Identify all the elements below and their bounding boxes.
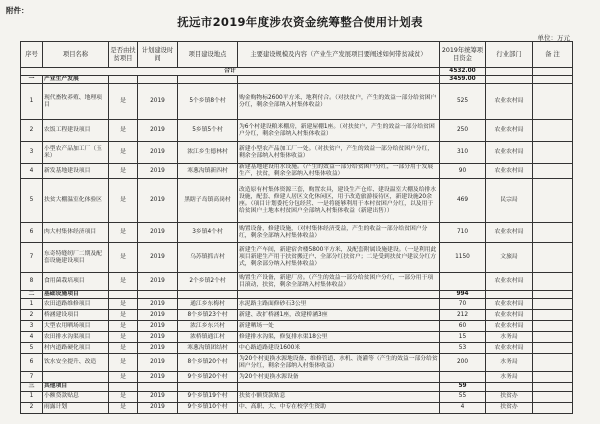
category-cell [238, 76, 440, 84]
row-year: 2019 [138, 142, 178, 164]
row-location: 9个乡镇10个村 [178, 402, 238, 413]
row-content: 新建生产车间，新建宿舍楼5800平方米，及配套附属设施建设。（一是利用此项目新建生产用于扶贫搬迁户、全部分红扶贫户；二是受到扶贫户建议分红方式，剩余部分纳入村集体收益） [238, 243, 440, 273]
row-remark [533, 164, 573, 179]
row-budget: 1150 [440, 243, 486, 273]
row-budget [440, 273, 486, 291]
row-remark [533, 243, 573, 273]
row-content: 中心路道路建设1600米 [238, 343, 440, 354]
row-remark [533, 299, 573, 310]
row-content: 为20个村更换水源地设备、维修管道、水机、浇灌等（产生的效益一部分给贫困户分红，剩余全部纳入村集体收益） [238, 354, 440, 372]
row-poverty-flag: 是 [109, 179, 138, 223]
row-project-name: 村内道路硬化项目 [43, 343, 109, 354]
category-name: 其他项目 [43, 383, 109, 391]
row-project-name: 农饭工程建设项目 [43, 120, 109, 142]
row-dept: 农业农村局 [486, 223, 533, 243]
category-seq: 二 [21, 291, 43, 299]
row-year: 2019 [138, 299, 178, 310]
row-year: 2019 [138, 243, 178, 273]
row-remark [533, 402, 573, 413]
category-seq: 三 [21, 383, 43, 391]
row-remark [533, 120, 573, 142]
table-row [21, 164, 573, 179]
row-remark [533, 321, 573, 332]
category-cell [178, 76, 238, 84]
row-year: 2019 [138, 402, 178, 413]
row-year: 2019 [138, 391, 178, 402]
row-seq: 4 [21, 332, 43, 343]
row-location: 5乡镇5个村 [178, 120, 238, 142]
row-project-name: 新发基地建设项目 [43, 164, 109, 179]
row-content: 水泥路主路面修砂石3公里 [238, 299, 440, 310]
total-remark-cell [533, 68, 573, 76]
table-row [21, 299, 573, 310]
category-cell [533, 76, 573, 84]
row-poverty-flag: 是 [109, 354, 138, 372]
row-year: 2019 [138, 310, 178, 321]
header-year: 计划建设时间 [138, 42, 178, 68]
row-dept: 农业农村局 [486, 142, 533, 164]
row-project-name: 小额贷款贴息 [43, 391, 109, 402]
row-content: 购置生产设备，新建厂房。（产生的效益一部分给贫困户分红，一部分用于项目滚动，扶贫，剩余全部纳入村集体收益） [238, 273, 440, 291]
row-year: 2019 [138, 372, 178, 383]
row-budget: 212 [440, 310, 486, 321]
table-row [21, 179, 573, 223]
category-row [21, 383, 573, 391]
category-cell [178, 291, 238, 299]
row-seq: 3 [21, 321, 43, 332]
category-cell [486, 383, 533, 391]
row-location: 寒葱沟镇新四村 [178, 164, 238, 179]
header-row [21, 42, 573, 68]
row-remark [533, 179, 573, 223]
table-row [21, 223, 573, 243]
row-dept: 农业农村局 [486, 120, 533, 142]
row-year: 2019 [138, 332, 178, 343]
plan-table [20, 41, 573, 414]
header-location: 项目建设地点 [178, 42, 238, 68]
row-remark [533, 142, 573, 164]
row-year: 2019 [138, 321, 178, 332]
table-row [21, 310, 573, 321]
table-row [21, 391, 573, 402]
unit-label: 单位：万元 [537, 34, 570, 42]
row-location: 9个乡镇20个村 [178, 372, 238, 383]
total-label: 合计 [21, 68, 440, 76]
row-year: 2019 [138, 179, 178, 223]
row-location: 3乡镇4个村 [178, 223, 238, 243]
category-seq: 一 [21, 76, 43, 84]
row-budget: 4 [440, 402, 486, 413]
category-cell [486, 76, 533, 84]
row-budget: 525 [440, 84, 486, 120]
row-project-name: 现代畜牧养殖、地理项目 [43, 84, 109, 120]
row-budget: 200 [440, 354, 486, 372]
category-name: 基础设施项目 [43, 291, 109, 299]
row-poverty-flag: 是 [109, 391, 138, 402]
row-poverty-flag: 是 [109, 321, 138, 332]
row-dept: 水务局 [486, 354, 533, 372]
row-budget: 250 [440, 120, 486, 142]
row-project-name: 小型农产品加工厂（玉米） [43, 142, 109, 164]
row-location: 寒葱沟镇团结村 [178, 343, 238, 354]
row-location: 8个乡镇20个村 [178, 354, 238, 372]
row-dept: 民宗局 [486, 179, 533, 223]
row-project-name: 饮水安全提升、改造 [43, 354, 109, 372]
category-cell [109, 76, 138, 84]
row-remark [533, 343, 573, 354]
row-content: 购金购物标2600平方米、地利付合。（对扶贫户，产生的效益一部分给贫困户分红，剩余全部纳入村集体收益） [238, 84, 440, 120]
row-project-name: 农田排水沟渠项目 [43, 332, 109, 343]
row-dept: 水务局 [486, 332, 533, 343]
row-content: 扶贫小额贷款贴息 [238, 391, 440, 402]
header-remark: 备 注 [533, 42, 573, 68]
header-seq: 序号 [21, 42, 43, 68]
header-poverty: 是否由扶贫项目 [109, 42, 138, 68]
row-seq: 1 [21, 299, 43, 310]
row-location: 浓江乡生德林村 [178, 142, 238, 164]
row-project-name: 农田道路维修项目 [43, 299, 109, 310]
row-project-name: 食用菌栽培项目 [43, 273, 109, 291]
row-seq: 8 [21, 273, 43, 291]
category-cell [138, 291, 178, 299]
header-dept: 行业部门 [486, 42, 533, 68]
row-year: 2019 [138, 343, 178, 354]
header-content: 主要建设规模及内容（产业生产发展项目要阐述如何带贫减贫） [238, 42, 440, 68]
header-budget: 2019年统筹项目资金 [440, 42, 486, 68]
row-dept: 农业农村局 [486, 310, 533, 321]
row-poverty-flag: 是 [109, 243, 138, 273]
row-dept: 水务局 [486, 372, 533, 383]
row-dept: 农业农村局 [486, 84, 533, 120]
row-seq: 1 [21, 391, 43, 402]
row-remark [533, 223, 573, 243]
table-row [21, 321, 573, 332]
row-project-name: 大型农用晒场项目 [43, 321, 109, 332]
row-remark [533, 354, 573, 372]
row-project-name: 东奇特缝纫厂二期及配套设施建设项目 [43, 243, 109, 273]
table-row [21, 332, 573, 343]
row-budget: 15 [440, 332, 486, 343]
table-row [21, 343, 573, 354]
row-project-name: 雨露计划 [43, 402, 109, 413]
row-location: 乌苏镇抓吉村 [178, 243, 238, 273]
row-location: 5个乡镇8个村 [178, 84, 238, 120]
row-location: 浓桥镇通江村 [178, 332, 238, 343]
row-location: 浓江乡东兴村 [178, 321, 238, 332]
row-remark [533, 332, 573, 343]
table-row [21, 372, 573, 383]
table-row [21, 354, 573, 372]
table-row [21, 84, 573, 120]
row-poverty-flag: 是 [109, 273, 138, 291]
row-content: 新建晒场一处 [238, 321, 440, 332]
row-content: 为6个村建设粮米棚房，新建屋棚1座。（对扶贫户，产生的效益一部分给贫困户分红，剩余全部纳入村集体收益） [238, 120, 440, 142]
table-row [21, 142, 573, 164]
total-budget: 4532.00 [440, 68, 486, 76]
row-dept: 扶贫办 [486, 402, 533, 413]
row-budget [440, 372, 486, 383]
row-poverty-flag: 是 [109, 164, 138, 179]
category-cell [238, 291, 440, 299]
row-remark [533, 273, 573, 291]
header-name: 项目名称 [43, 42, 109, 68]
category-cell [109, 383, 138, 391]
row-seq: 2 [21, 402, 43, 413]
row-year: 2019 [138, 164, 178, 179]
row-dept: 农业农村局 [486, 321, 533, 332]
total-dept-cell [486, 68, 533, 76]
row-remark [533, 372, 573, 383]
row-poverty-flag: 是 [109, 332, 138, 343]
row-project-name: 桥涵建设项目 [43, 310, 109, 321]
row-budget: 710 [440, 223, 486, 243]
row-budget: 60 [440, 321, 486, 332]
row-project-name [43, 372, 109, 383]
row-budget: 310 [440, 142, 486, 164]
row-location: 2个乡镇2个村 [178, 273, 238, 291]
row-budget: 70 [440, 299, 486, 310]
row-poverty-flag: 是 [109, 343, 138, 354]
row-seq: 2 [21, 120, 43, 142]
row-poverty-flag: 是 [109, 223, 138, 243]
category-cell [138, 76, 178, 84]
row-poverty-flag: 是 [109, 402, 138, 413]
row-dept: 农业农村局 [486, 164, 533, 179]
row-poverty-flag: 是 [109, 84, 138, 120]
row-remark [533, 310, 573, 321]
table-row [21, 402, 573, 413]
row-content: 中、高职、大、中专在校学生资助 [238, 402, 440, 413]
row-location: 通江乡东梅村 [178, 299, 238, 310]
row-dept: 文旅局 [486, 243, 533, 273]
row-dept: 扶贫办 [486, 391, 533, 402]
row-seq: 4 [21, 164, 43, 179]
row-content: 改造原有村集体资源三套，购置农具，建设生产仓库、建设温室大棚及给排水设施，配套、修建人居区文化休闲区，用于改造旅游接待区，新建设施20余座。（项目计划委托分包经营、一是将能够利用于本村贫困户分红，以及用于给贫困户土地本村贫困户全部纳入村集体收益（新建出售）） [238, 179, 440, 223]
row-budget: 90 [440, 164, 486, 179]
row-content: 新建小型农产品加工厂一处。（对扶贫户，产生的效益一部分给贫困户分红，剩余全部纳入村集体收益） [238, 142, 440, 164]
row-location: 黑瞎子岛镇高岗村 [178, 179, 238, 223]
row-seq: 2 [21, 310, 43, 321]
row-location: 9个乡镇19个村 [178, 391, 238, 402]
attachment-label: 附件： [6, 6, 29, 15]
row-year: 2019 [138, 120, 178, 142]
category-cell [533, 291, 573, 299]
row-location: 8个乡镇23个村 [178, 310, 238, 321]
row-content: 修建排水沟渠，修复排水渠18公里 [238, 332, 440, 343]
row-remark [533, 391, 573, 402]
category-cell [533, 383, 573, 391]
row-content: 购置设备，修建设施，（对村集体经济受益，产生的收益一部分给贫困户分红，剩余全部纳入村集体收益） [238, 223, 440, 243]
category-budget: 59 [440, 383, 486, 391]
row-content: 新建基地建设用水设施。（产生的效益一部分给贫困户分红，一部分用于发展生产，扶贫，剩余全部纳入村集体收益） [238, 164, 440, 179]
row-seq: 5 [21, 179, 43, 223]
category-cell [238, 383, 440, 391]
row-seq: 7 [21, 243, 43, 273]
row-year: 2019 [138, 223, 178, 243]
row-content: 为20个村更换水源设备 [238, 372, 440, 383]
row-poverty-flag: 是 [109, 142, 138, 164]
row-seq: 7 [21, 372, 43, 383]
row-year: 2019 [138, 354, 178, 372]
row-poverty-flag: 是 [109, 120, 138, 142]
page-title: 抚远市2019年度涉农资金统筹整合使用计划表 [177, 15, 423, 29]
row-budget: 53 [440, 343, 486, 354]
table-row [21, 273, 573, 291]
row-year: 2019 [138, 273, 178, 291]
row-dept: 农业农村局 [486, 273, 533, 291]
category-row [21, 76, 573, 84]
row-budget: 55 [440, 391, 486, 402]
category-budget: 994 [440, 291, 486, 299]
table-row [21, 120, 573, 142]
row-dept: 农业农村局 [486, 299, 533, 310]
category-budget: 3459.00 [440, 76, 486, 84]
row-seq: 3 [21, 142, 43, 164]
row-project-name: 扶贫大棚温室化体验区 [43, 179, 109, 223]
total-row [21, 68, 573, 76]
row-poverty-flag: 是 [109, 299, 138, 310]
category-cell [178, 383, 238, 391]
category-cell [486, 291, 533, 299]
table-row [21, 243, 573, 273]
category-name: 产业生产发展 [43, 76, 109, 84]
row-year: 2019 [138, 84, 178, 120]
row-remark [533, 84, 573, 120]
row-project-name: 肉大村集体经济项目 [43, 223, 109, 243]
row-seq: 6 [21, 354, 43, 372]
row-content: 新建、改扩桥涵1座，改建桥涵3座 [238, 310, 440, 321]
category-cell [138, 383, 178, 391]
row-seq: 6 [21, 223, 43, 243]
row-poverty-flag: 是 [109, 310, 138, 321]
category-row [21, 291, 573, 299]
category-cell [109, 291, 138, 299]
row-seq: 5 [21, 343, 43, 354]
row-seq: 1 [21, 84, 43, 120]
row-dept: 农业农村局 [486, 343, 533, 354]
row-budget: 469 [440, 179, 486, 223]
row-poverty-flag: 是 [109, 372, 138, 383]
